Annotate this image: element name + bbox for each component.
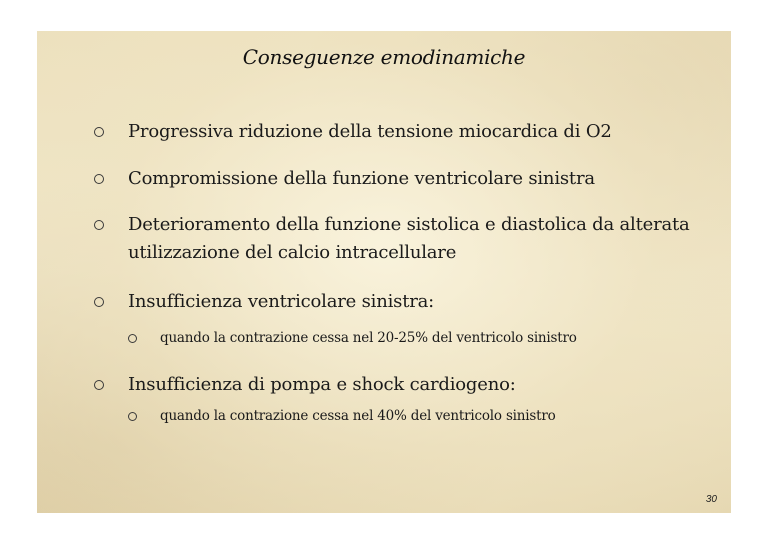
circle-bullet-icon (94, 127, 104, 137)
bullet-text: Insufficienza ventricolare sinistra: (128, 291, 435, 312)
bullet-text: Deterioramento della funzione sistolica e diastolica da alterata utilizzazione del calcio intracellulare (128, 214, 690, 263)
bullet-text: Compromissione della funzione ventricolare sinistra (128, 168, 595, 189)
circle-bullet-icon (128, 412, 137, 421)
bullet-list (37, 31, 731, 513)
circle-bullet-icon (94, 174, 104, 184)
circle-bullet-icon (128, 334, 137, 343)
bullet-text: Insufficienza di pompa e shock cardiogeno: (128, 374, 516, 395)
page-number: 30 (705, 494, 717, 505)
slide (37, 31, 731, 513)
circle-bullet-icon (94, 297, 104, 307)
sub-bullet-text: quando la contrazione cessa nel 20-25% del ventricolo sinistro (160, 330, 577, 346)
slide-title: Conseguenze emodinamiche (242, 45, 526, 69)
sub-bullet-text: quando la contrazione cessa nel 40% del ventricolo sinistro (160, 408, 556, 424)
circle-bullet-icon (94, 380, 104, 390)
circle-bullet-icon (94, 220, 104, 230)
bullet-text: Progressiva riduzione della tensione miocardica di O2 (128, 121, 612, 142)
